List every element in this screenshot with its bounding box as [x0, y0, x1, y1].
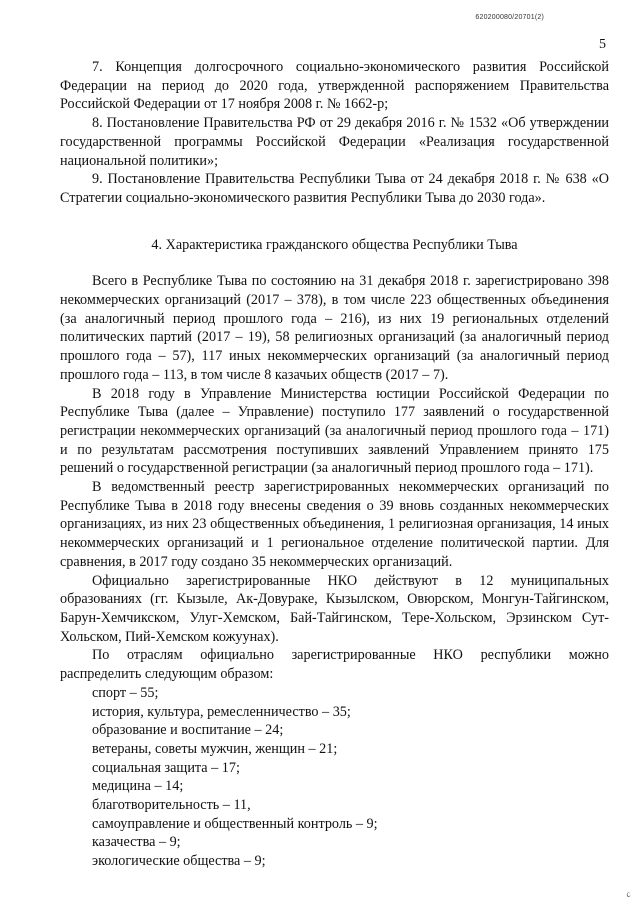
document-body	[60, 58, 609, 871]
paragraph-municipalities: Официально зарегистрированные НКО действуют в 12 муниципальных образованиях (гг. Кызыле, Ак-Довураке, Кызылском, Овюрском, Монгун-Тайгинском, Барун-Хемчикском, Улуг-Хемском, Бай-Тайгинском, Тере-Хольском, Эрзинском Сут-Хольском, Пий-Хемском кожуунах).	[60, 572, 609, 645]
list-item: медицина – 14;	[92, 778, 184, 795]
list-item: казачества – 9;	[92, 834, 181, 851]
list-item: образование и воспитание – 24;	[92, 722, 284, 739]
list-item: история, культура, ремесленничество – 35;	[92, 703, 351, 720]
page-number: 5	[599, 37, 606, 52]
list-item: благотворительность – 11,	[92, 797, 251, 814]
list-item: социальная защита – 17;	[92, 759, 240, 776]
paragraph-registration: В 2018 году в Управление Министерства юстиции Российской Федерации по Республике Тыва (далее – Управление) поступило 177 заявлений о государственной регистрации некоммерческих организаций (за аналогичный период прошлого года – 171) и по результатам рассмотрения поступивших заявлений Управлением принято 175 решений о государственной регистрации (за аналогичный период прошлого года – 171).	[60, 385, 609, 477]
paragraph-item-8: 8. Постановление Правительства РФ от 29 декабря 2016 г. № 1532 «Об утверждении государственной программы Российской Федерации «Реализация государственной национальной политики»;	[60, 115, 609, 169]
section-heading: 4. Характеристика гражданского общества Республики Тыва	[151, 236, 518, 253]
paragraph-item-7: 7. Концепция долгосрочного социально-экономического развития Российской Федерации на период до 2020 года, утвержденной распоряжением Правительства Российской Федерации от 17 ноября 2008 г. № 1662-р;	[60, 59, 609, 113]
paragraph-sectors-intro: По отраслям официально зарегистрированные НКО республики можно распределить следующим образом:	[60, 647, 609, 683]
list-item: спорт – 55;	[92, 684, 159, 701]
paragraph-registry: В ведомственный реестр зарегистрированных некоммерческих организаций по Республике Тыва в 2018 году внесены сведения о 39 вновь созданных некоммерческих организациях, из них 23 общественных объединения, 1 религиозная организация, 14 иных некоммерческих организаций и 1 региональное отделение политической партии. Для сравнения, в 2017 году создано 35 некоммерческих организаций.	[60, 479, 609, 570]
list-item: самоуправление и общественный контроль – 9;	[92, 815, 378, 832]
paragraph-nko-total: Всего в Республике Тыва по состоянию на 31 декабря 2018 г. зарегистрировано 398 некоммерческих организаций (2017 – 378), в том числе 223 общественных объединения (за аналогичный период прошлого года – 216), из них 19 региональных отделений политических партий (2017 – 19), 58 религиозных организаций (за аналогичный период прошлого года – 57), 117 иных некоммерческих организаций (за аналогичный период прошлого года – 113, в том числе 8 казачьих обществ (2017 – 7).	[60, 273, 609, 383]
sector-list	[60, 684, 609, 871]
list-item: ветераны, советы мужчин, женщин – 21;	[92, 740, 338, 757]
list-item: экологические общества – 9;	[92, 853, 266, 870]
handwritten-mark: с	[623, 888, 633, 900]
paragraph-item-9: 9. Постановление Правительства Республики Тыва от 24 декабря 2018 г. № 638 «О Стратегии социально-экономического развития Республики Тыва до 2030 года».	[60, 171, 609, 206]
document-id: 620200080/20701(2)	[475, 14, 544, 21]
